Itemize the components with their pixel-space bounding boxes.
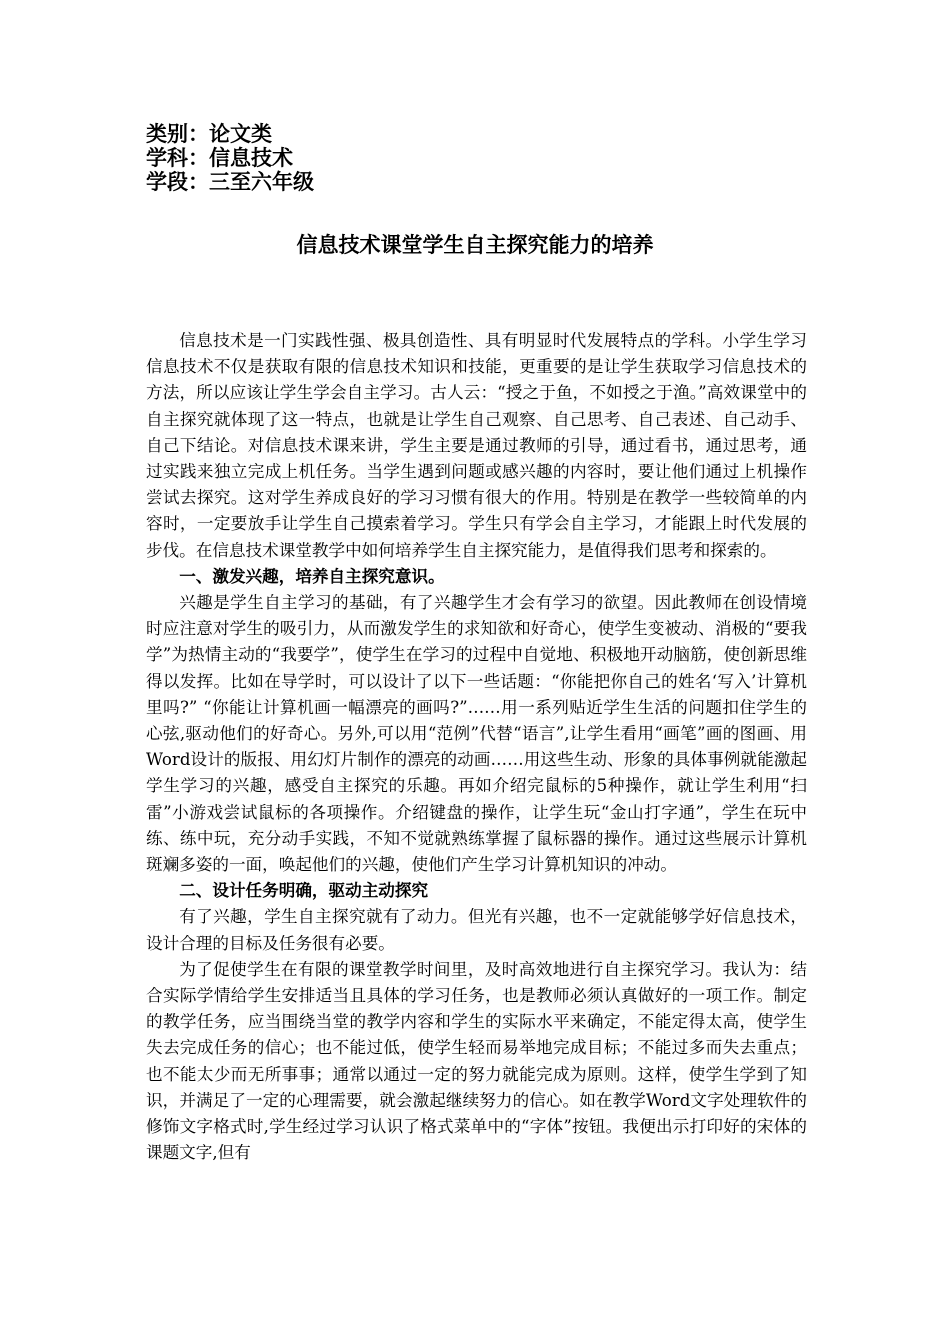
meta-category: 类别：论文类 bbox=[146, 122, 272, 146]
paragraph: 信息技术是一门实践性强、极具创造性、具有明显时代发展特点的学科。小学生学习信息技术不仅是获取有限的信息技术知识和技能，更重要的是让学生获取学习信息技术的方法，所以应该让学生学会自主学习。古人云：“授之于鱼，不如授之于渔。”高效课堂中的自主探究就体现了这一特点，也就是让学生自己观察、自己思考、自己表述、自己动手、自己下结论。对信息技术课来讲，学生主要是通过教师的引导，通过看书，通过思考，通过实践来独立完成上机任务。当学生遇到问题或感兴趣的内容时，要让他们通过上机操作尝试去探究。这对学生养成良好的学习习惯有很大的作用。特别是在教学一些较简单的内容时，一定要放手让学生自己摸索着学习。学生只有学会自主学习，才能跟上时代发展的步伐。在信息技术课堂教学中如何培养学生自主探究能力，是值得我们思考和探索的。 bbox=[146, 331, 807, 560]
paragraph: 有了兴趣，学生自主探究就有了动力。但光有兴趣，也不一定就能够学好信息技术，设计合理的目标及任务很有必要。 bbox=[146, 907, 807, 953]
document-title: 信息技术课堂学生自主探究能力的培养 bbox=[296, 233, 654, 257]
meta-grade: 学段：三至六年级 bbox=[146, 170, 314, 194]
document-meta bbox=[146, 122, 314, 194]
section-heading: 一、激发兴趣，培养自主探究意识。 bbox=[179, 566, 445, 586]
meta-subject: 学科：信息技术 bbox=[146, 146, 293, 170]
paragraph: 为了促使学生在有限的课堂教学时间里，及时高效地进行自主探究学习。我认为：结合实际学情给学生安排适当且具体的学习任务，也是教师必须认真做好的一项工作。制定的教学任务，应当围绕当堂的教学内容和学生的实际水平来确定，不能定得太高，使学生失去完成任务的信心；也不能过低，使学生轻而易举地完成目标；不能过多而失去重点；也不能太少而无所事事；通常以通过一定的努力就能完成为原则。这样，使学生学到了知识，并满足了一定的心理需要，就会激起继续努力的信心。如在教学Word文字处理软件的修饰文字格式时,学生经过学习认识了格式菜单中的“字体”按钮。我便出示打印好的宋体的课题文字,但有 bbox=[146, 959, 807, 1163]
document-body bbox=[146, 328, 807, 1167]
section-heading: 二、设计任务明确，驱动主动探究 bbox=[179, 881, 429, 901]
paragraph: 兴趣是学生自主学习的基础，有了兴趣学生才会有学习的欲望。因此教师在创设情境时应注意对学生的吸引力，从而激发学生的求知欲和好奇心，使学生变被动、消极的“要我学”为热情主动的“我要学”，使学生在学习的过程中自觉地、积极地开动脑筋，使创新思维得以发挥。比如在导学时，可以设计了以下一些话题：“你能把你自己的姓名‘写入’计算机里吗?” “你能让计算机画一幅漂亮的画吗?”……用一系列贴近学生生活的问题扣住学生的心弦,驱动他们的好奇心。另外,可以用“范例”代替“语言”,让学生看用“画笔”画的图画、用Word设计的版报、用幻灯片制作的漂亮的动画……用这些生动、形象的具体事例就能激起学生学习的兴趣，感受自主探究的乐趣。再如介绍完鼠标的5种操作，就让学生利用“扫雷”小游戏尝试鼠标的各项操作。介绍键盘的操作，让学生玩“金山打字通”，学生在玩中练、练中玩，充分动手实践，不知不觉就熟练掌握了鼠标器的操作。通过这些展示计算机斑斓多姿的一面，唤起他们的兴趣，使他们产生学习计算机知识的冲动。 bbox=[146, 593, 807, 875]
